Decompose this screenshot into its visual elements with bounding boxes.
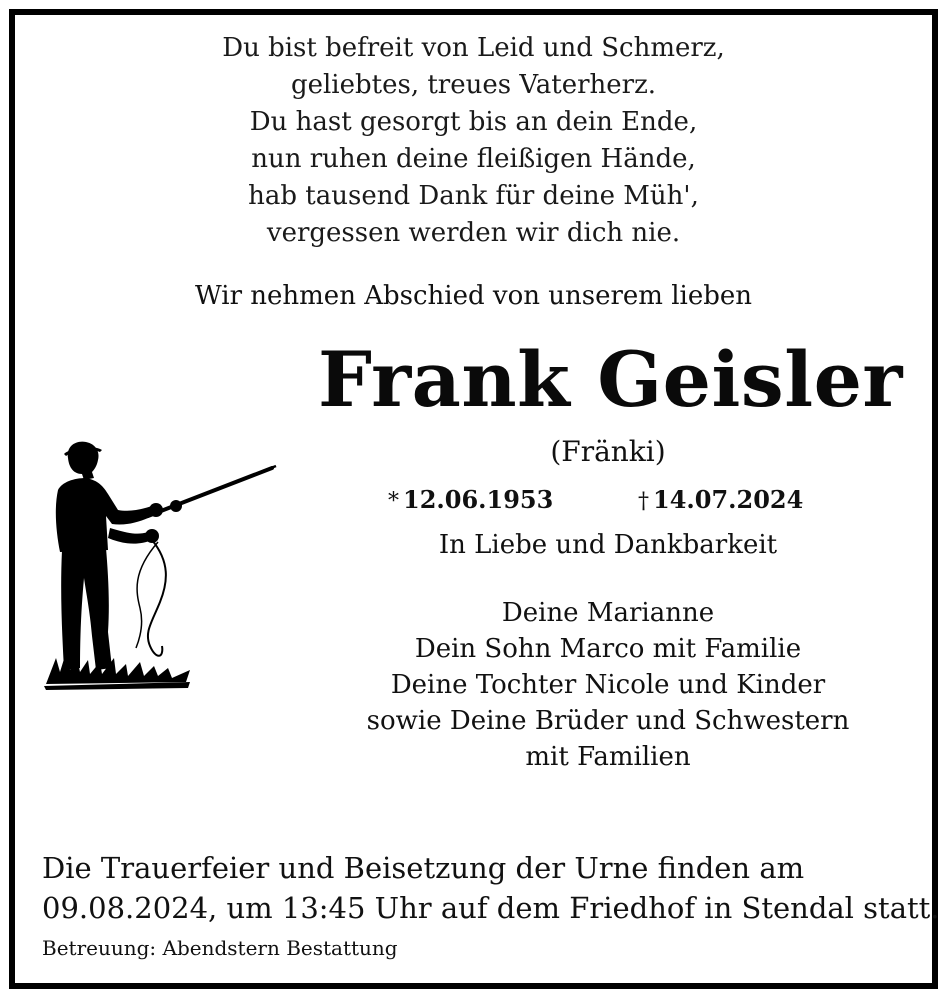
poem-line: nun ruhen deine fleißigen Hände, — [251, 144, 696, 174]
poem-line: Du hast gesorgt bis an dein Ende, — [249, 107, 698, 137]
mourner-line: Dein Sohn Marco mit Familie — [414, 634, 802, 664]
poem-line: hab tausend Dank für deine Müh', — [248, 181, 699, 211]
farewell-intro: Wir nehmen Abschied von unserem lieben — [195, 281, 752, 311]
poem-line: geliebtes, treues Vaterherz. — [290, 70, 657, 100]
death-date-group — [638, 480, 803, 522]
ceremony-info — [42, 848, 940, 928]
mourner-line: Deine Tochter Nicole und Kinder — [390, 670, 826, 700]
mourner-line: Deine Marianne — [501, 598, 715, 628]
death-date: 14.07.2024 — [653, 485, 804, 514]
poem-line: Du bist befreit von Leid und Schmerz, — [222, 33, 725, 63]
dedication: In Liebe und Dankbarkeit — [438, 530, 778, 560]
life-dates — [380, 480, 840, 520]
birth-symbol: * — [388, 489, 399, 514]
mourners-list — [318, 595, 898, 775]
ceremony-line: 09.08.2024, um 13:45 Uhr auf dem Friedhof in Stendal statt. — [42, 891, 940, 925]
deceased-name: Frank Geisler — [318, 335, 903, 424]
undertaker-credit: Betreuung: Abendstern Bestattung — [42, 936, 398, 960]
birth-date: 12.06.1953 — [403, 485, 554, 514]
poem-line: vergessen werden wir dich nie. — [266, 218, 681, 248]
death-cross-icon: † — [638, 489, 649, 514]
angler-fishing-icon — [40, 432, 280, 692]
poem — [0, 30, 947, 252]
ceremony-line: Die Trauerfeier und Beisetzung der Urne finden am — [42, 851, 805, 885]
birth-date-group — [388, 480, 553, 522]
mourner-line: sowie Deine Brüder und Schwestern — [366, 706, 850, 736]
deceased-nickname: (Fränki) — [550, 435, 666, 468]
mourner-line: mit Familien — [525, 742, 691, 772]
